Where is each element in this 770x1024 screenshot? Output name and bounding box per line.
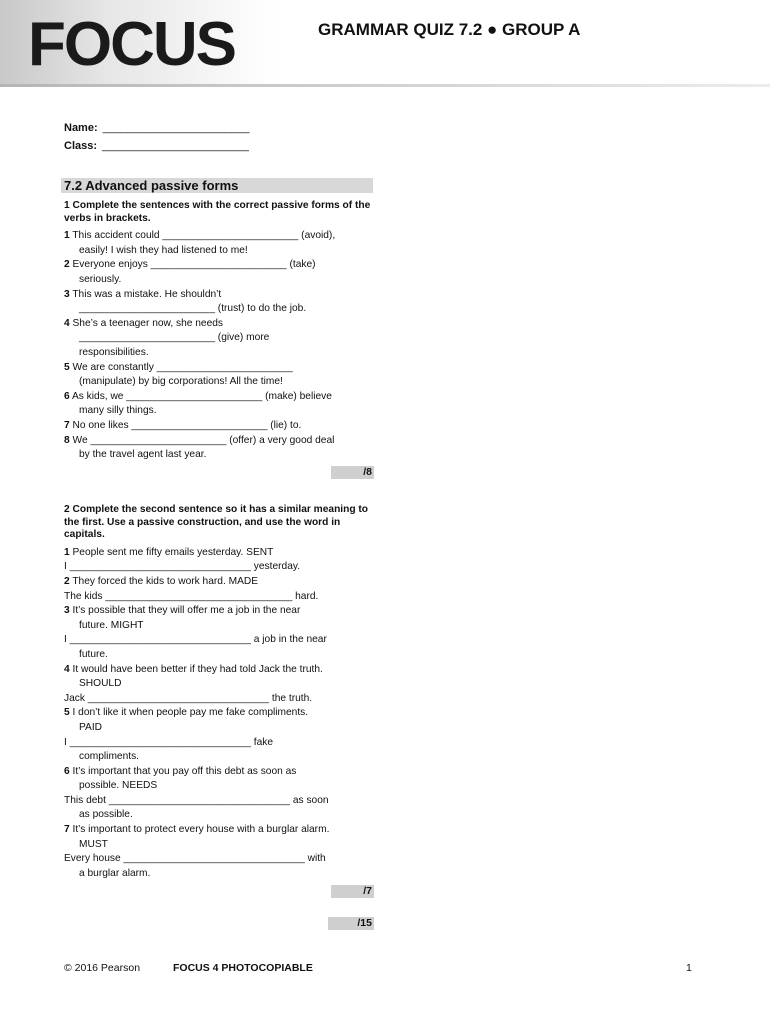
item-text: She’s a teenager now, she needs (72, 317, 223, 329)
item-text: easily! I wish they had listened to me! (79, 244, 248, 256)
item-text: SHOULD (79, 678, 122, 690)
item-number: 1 (64, 546, 70, 558)
item-text: We are constantly ________________________ (72, 361, 293, 373)
item-text: It’s possible that they will offer me a job in the near (72, 605, 301, 617)
name-line[interactable]: ________________________ (102, 122, 250, 134)
section-title: 7.2 Advanced passive forms (64, 178, 239, 193)
exercise-2 (64, 504, 374, 881)
exercise-2-score: /7 (331, 885, 374, 898)
item-text: ________________________ (trust) to do the job. (79, 303, 307, 315)
name-label: Name: (64, 122, 98, 134)
ex1-item-8[interactable] (64, 434, 374, 463)
answer-line: This debt ________________________________ as soon (64, 794, 329, 806)
class-line[interactable]: ________________________ (102, 140, 249, 152)
item-text: This was a mistake. He shouldn’t (72, 288, 222, 300)
quiz-title: GRAMMAR QUIZ 7.2 ● GROUP A (318, 20, 581, 39)
student-fields (64, 122, 249, 158)
answer-line: I ________________________________ a job in the near (64, 634, 327, 646)
item-number: 8 (64, 434, 70, 446)
item-text: As kids, we ________________________ (make) believe (71, 390, 332, 402)
item-number: 3 (64, 605, 70, 617)
ex2-item-5[interactable] (64, 706, 374, 764)
item-number: 2 (64, 575, 70, 587)
item-text: MUST (79, 838, 108, 850)
focus-logo: FOCUS (28, 10, 235, 79)
answer-line: as possible. (79, 809, 133, 821)
item-text: by the travel agent last year. (79, 449, 207, 461)
exercise-1-instruction: 1 Complete the sentences with the correct passive forms of the verbs in brackets. (64, 200, 371, 224)
item-text: It’s important to protect every house with a burglar alarm. (72, 824, 330, 836)
item-text: They forced the kids to work hard. MADE (72, 575, 259, 587)
answer-line: compliments. (79, 751, 140, 763)
item-text: responsibilities. (79, 346, 149, 358)
item-text: No one likes ________________________ (lie) to. (72, 419, 302, 431)
ex1-item-7[interactable] (64, 419, 374, 434)
answer-line: a burglar alarm. (79, 867, 151, 879)
ex2-item-3[interactable] (64, 604, 374, 662)
ex1-item-1[interactable] (64, 229, 374, 258)
exercise-2-instruction: 2 Complete the second sentence so it has a similar meaning to the first. Use a passive construction, and use the word in capitals. (64, 504, 369, 541)
ex1-item-5[interactable] (64, 361, 374, 390)
item-text: possible. NEEDS (79, 780, 158, 792)
item-number: 4 (64, 663, 70, 675)
ex2-item-1[interactable] (64, 546, 374, 575)
ex1-item-6[interactable] (64, 390, 374, 419)
item-number: 3 (64, 288, 70, 300)
item-text: PAID (79, 721, 103, 733)
item-text: We ________________________ (offer) a very good deal (72, 434, 335, 446)
answer-line: I ________________________________ yesterday. (64, 561, 301, 573)
answer-line: Jack ________________________________ the truth. (64, 692, 313, 704)
item-text: many silly things. (79, 405, 157, 417)
item-number: 6 (64, 765, 70, 777)
item-number: 7 (64, 824, 70, 836)
total-score: /15 (328, 917, 374, 930)
answer-line: I ________________________________ fake (64, 736, 274, 748)
item-number: 7 (64, 419, 70, 431)
item-text: Everyone enjoys ________________________ (take) (72, 259, 316, 271)
answer-line: Every house ________________________________ with (64, 853, 326, 865)
item-text: People sent me fifty emails yesterday. SENT (72, 546, 274, 558)
exercise-1-score: /8 (331, 466, 374, 479)
answer-line: future. (79, 648, 108, 660)
ex1-item-2[interactable] (64, 258, 374, 287)
item-text: I don’t like it when people pay me fake compliments. (72, 707, 309, 719)
item-number: 5 (64, 707, 70, 719)
ex1-item-3[interactable] (64, 288, 374, 317)
item-text: future. MIGHT (79, 619, 144, 631)
ex2-item-7[interactable] (64, 823, 374, 881)
item-number: 1 (64, 230, 70, 242)
footer-copyright: © 2016 Pearson (64, 962, 141, 974)
ex2-item-2[interactable] (64, 575, 374, 604)
footer-label: FOCUS 4 PHOTOCOPIABLE (173, 962, 313, 974)
exercise-1 (64, 200, 374, 463)
ex2-item-6[interactable] (64, 765, 374, 823)
item-text: It’s important that you pay off this debt as soon as (72, 765, 297, 777)
name-row (64, 122, 249, 140)
answer-line: The kids _________________________________ hard. (64, 590, 319, 602)
header-rule (0, 84, 770, 87)
item-text: This accident could ________________________ (avoid), (72, 230, 336, 242)
item-number: 4 (64, 317, 70, 329)
item-text: (manipulate) by big corporations! All the time! (79, 376, 283, 388)
item-text: ________________________ (give) more (79, 332, 270, 344)
page-number: 1 (686, 962, 692, 974)
class-row (64, 140, 249, 158)
item-number: 5 (64, 361, 70, 373)
item-number: 2 (64, 259, 70, 271)
item-text: seriously. (79, 273, 122, 285)
ex2-item-4[interactable] (64, 663, 374, 707)
item-number: 6 (64, 390, 70, 402)
item-text: It would have been better if they had told Jack the truth. (72, 663, 323, 675)
class-label: Class: (64, 140, 98, 152)
ex1-item-4[interactable] (64, 317, 374, 361)
